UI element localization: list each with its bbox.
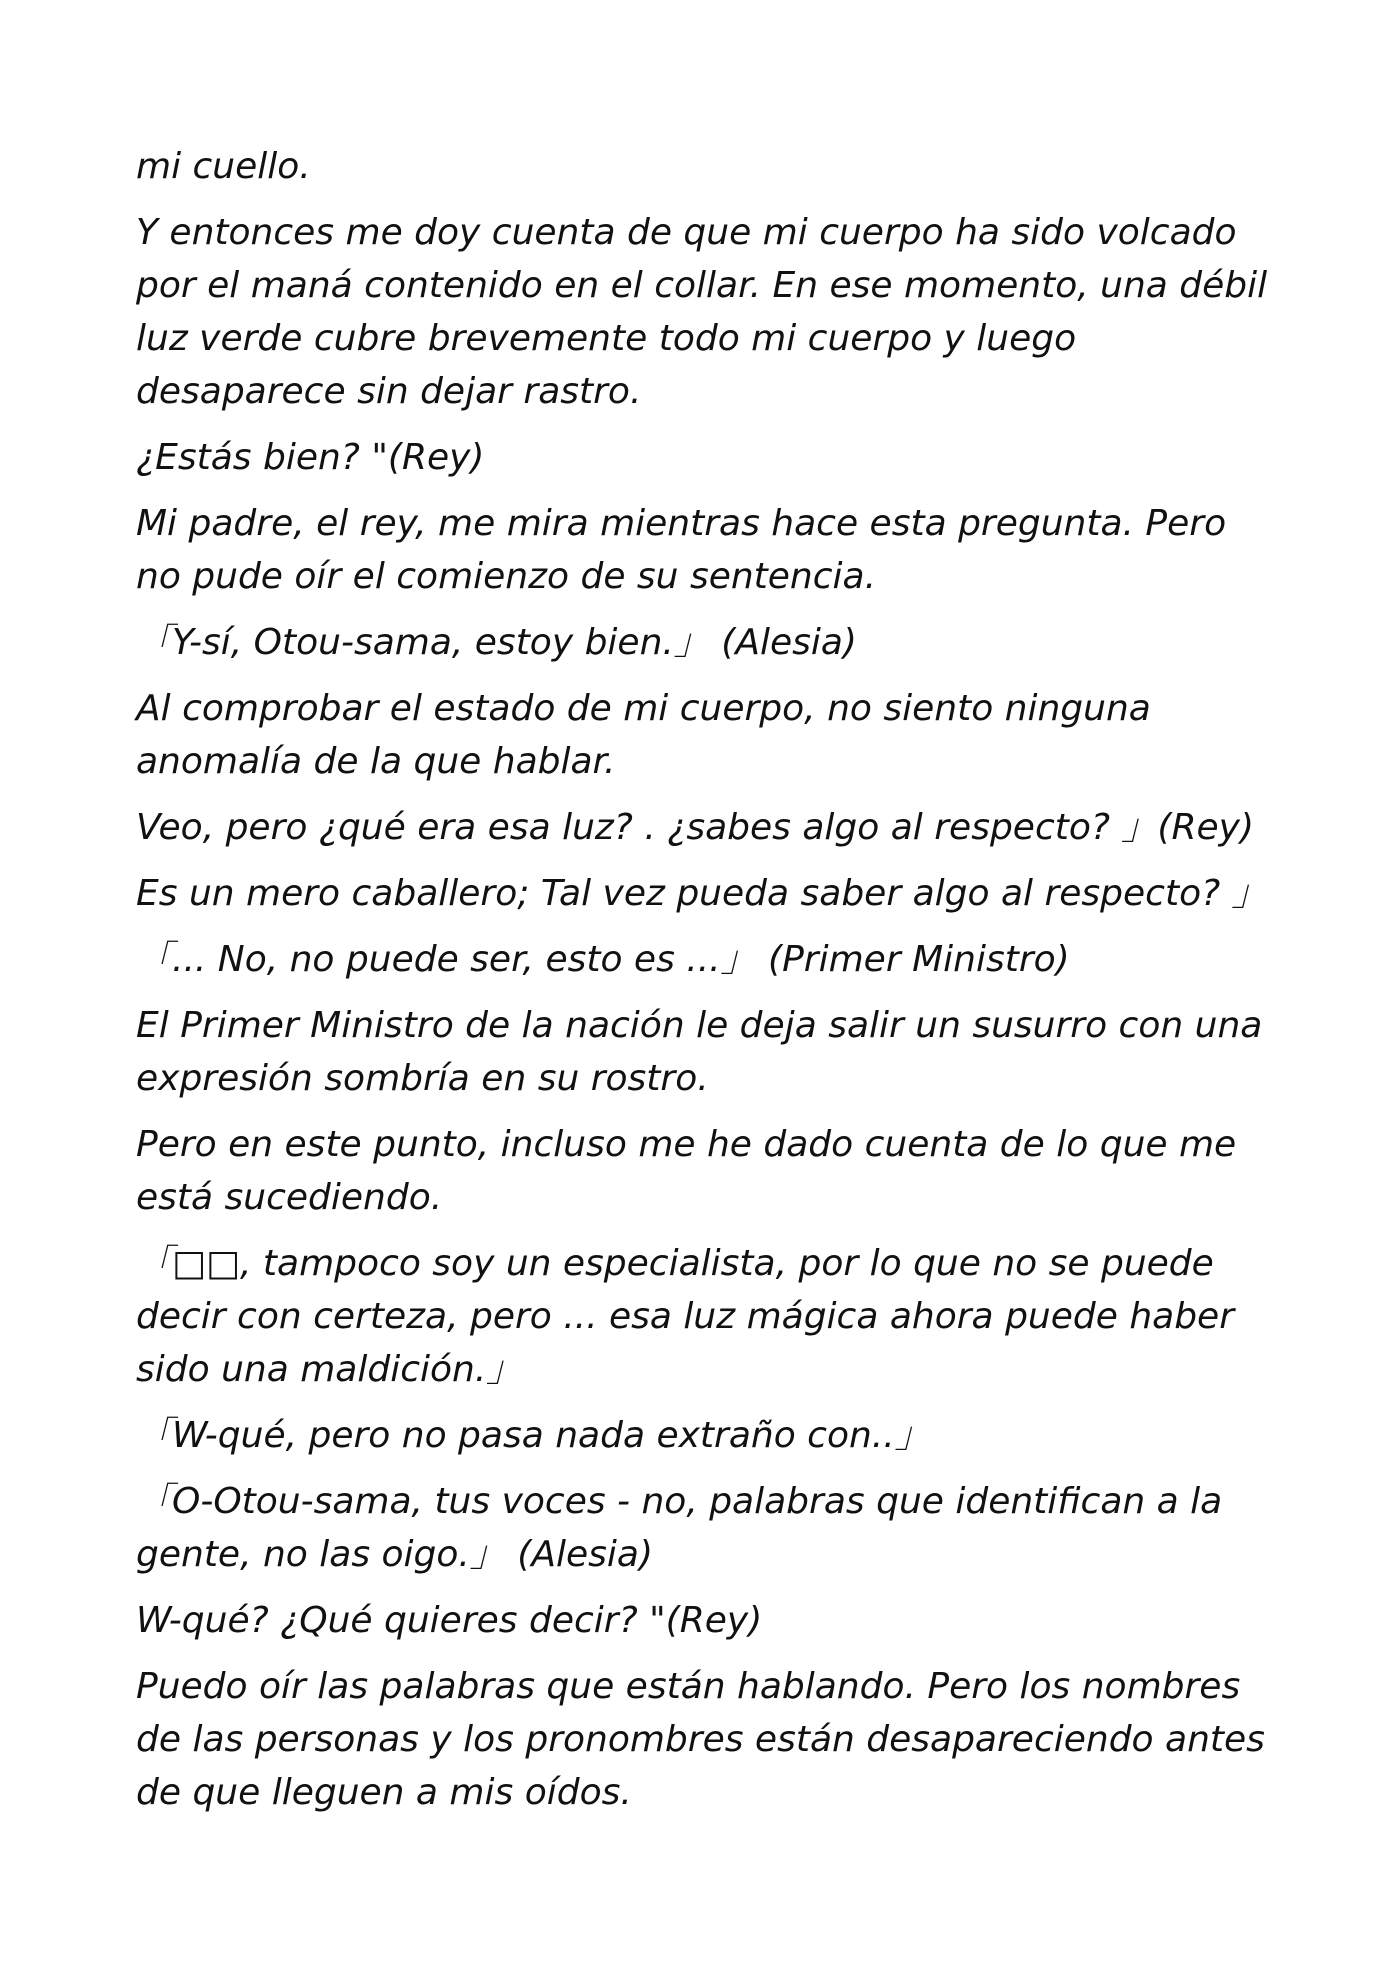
paragraph: El Primer Ministro de la nación le deja salir un susurro con una expresión sombría en su rostro. xyxy=(136,1005,1263,1099)
paragraph: 「Y-sí, Otou-sama, estoy bien.」 (Alesia) xyxy=(136,622,857,663)
paragraph: W-qué? ¿Qué quieres decir? "(Rey) xyxy=(136,1600,763,1641)
paragraph: Puedo oír las palabras que están hablando. Pero los nombres de las personas y los pronombres están desapareciendo antes de que lleguen a mis oídos. xyxy=(136,1666,1265,1813)
paragraph: 「W-qué, pero no pasa nada extraño con..」 xyxy=(136,1415,931,1456)
paragraph: Y entonces me doy cuenta de que mi cuerpo ha sido volcado por el maná contenido en el collar. En ese momento, una débil luz verde cubre brevemente todo mi cuerpo y luego desaparece sin dejar rastro. xyxy=(136,212,1268,412)
paragraph: 「O-Otou-sama, tus voces - no, palabras que identifican a la gente, no las oigo.」 (Alesia) xyxy=(136,1481,1223,1575)
paragraph: 「□□, tampoco soy un especialista, por lo que no se puede decir con certeza, pero ... esa luz mágica ahora puede haber sido una maldición.」 xyxy=(136,1243,1234,1390)
paragraph: Al comprobar el estado de mi cuerpo, no siento ninguna anomalía de la que hablar. xyxy=(136,688,1151,782)
paragraph: Pero en este punto, incluso me he dado cuenta de lo que me está sucediendo. xyxy=(136,1124,1237,1218)
paragraph: ¿Estás bien? "(Rey) xyxy=(136,437,485,478)
paragraph: mi cuello. xyxy=(136,146,311,187)
paragraph: Es un mero caballero; Tal vez pueda saber algo al respecto? 」 xyxy=(136,873,1268,914)
paragraph: Veo, pero ¿qué era esa luz? . ¿sabes algo al respecto? 」(Rey) xyxy=(136,807,1254,848)
document-body xyxy=(136,140,1276,1832)
paragraph: 「... No, no puede ser, esto es ...」 (Primer Ministro) xyxy=(136,939,1070,980)
paragraph: Mi padre, el rey, me mira mientras hace esta pregunta. Pero no pude oír el comienzo de su sentencia. xyxy=(136,503,1227,597)
